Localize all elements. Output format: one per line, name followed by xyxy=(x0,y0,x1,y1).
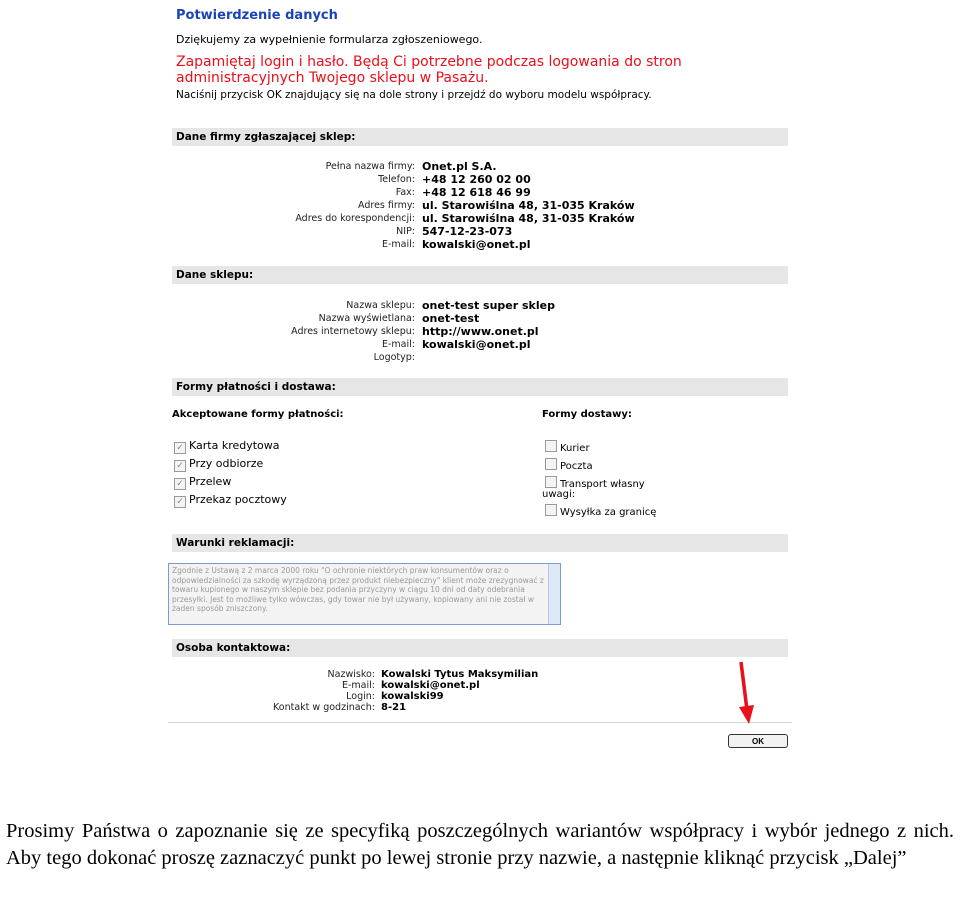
payment-option[interactable] xyxy=(174,475,231,490)
checkbox-checked[interactable]: ✓ xyxy=(174,442,186,454)
delivery-label: Kurier xyxy=(560,443,590,454)
payment-option[interactable] xyxy=(174,493,287,508)
thanks-text: Dziękujemy za wypełnienie formularza zgłoszeniowego. xyxy=(176,33,483,46)
field-value: +48 12 260 02 00 xyxy=(422,173,531,186)
instruction-caption: Prosimy Państwa o zapoznanie się ze specyfiką poszczególnych wariantów współpracy i wybór jednego z nich. Aby tego dokonać proszę zaznaczyć punkt po lewej stronie przy nazwie, a następnie kliknąć przycisk „Dalej” xyxy=(6,820,954,869)
firma-row xyxy=(168,186,788,199)
complaint-terms-text: Zgodnie z Ustawą z 2 marca 2000 roku "O ochronie niektórych praw konsumentów oraz o odpowiedzialności za szkodę wyrządzoną przez produkt niebezpieczny" klient może zrezygnować z towaru kupionego w naszym sklepie bez podania przyczyny w ciągu 10 dni od daty odebrania przesyłki. Jest to możliwe tylko wówczas, gdy towar nie był używany, kopiowany ani nie został w żaden sposób zniszczony. xyxy=(172,566,544,613)
field-label: Telefon: xyxy=(378,174,415,185)
sklep-row xyxy=(168,299,788,312)
field-value: http://www.onet.pl xyxy=(422,325,539,338)
sklep-row xyxy=(168,351,788,364)
firma-row xyxy=(168,238,788,251)
field-label: Kontakt w godzinach: xyxy=(273,702,375,713)
sklep-row xyxy=(168,325,788,338)
field-value: ul. Starowiślna 48, 31-035 Kraków xyxy=(422,199,635,212)
kontakt-row xyxy=(168,701,788,714)
payment-label: Przekaz pocztowy xyxy=(189,493,287,506)
login-warning: Zapamiętaj login i hasło. Będą Ci potrzebne podczas logowania do stron administracyjnych Twojego sklepu w Pasażu. xyxy=(176,54,682,86)
section-kontakt-heading: Osoba kontaktowa: xyxy=(172,639,788,657)
complaint-terms-textarea[interactable] xyxy=(168,563,561,625)
field-label: E-mail: xyxy=(342,680,375,691)
field-value: 547-12-23-073 xyxy=(422,225,513,238)
field-value: kowalski@onet.pl xyxy=(422,338,531,351)
payments-heading: Akceptowane formy płatności: xyxy=(172,409,344,420)
firma-row xyxy=(168,199,788,212)
payment-label: Przelew xyxy=(189,475,232,488)
field-label: E-mail: xyxy=(382,239,415,250)
delivery-option[interactable] xyxy=(545,458,593,474)
screenshot-form xyxy=(168,0,796,760)
field-value: 8-21 xyxy=(381,702,407,713)
checkbox-checked[interactable]: ✓ xyxy=(174,496,186,508)
field-label: NIP: xyxy=(396,226,415,237)
field-label: E-mail: xyxy=(382,339,415,350)
firma-row xyxy=(168,212,788,225)
delivery-label: Poczta xyxy=(560,461,593,472)
section-platnosci-heading: Formy płatności i dostawa: xyxy=(172,378,788,396)
field-label: Adres internetowy sklepu: xyxy=(291,326,415,337)
field-label: Nazwa sklepu: xyxy=(346,300,415,311)
field-label: Nazwisko: xyxy=(327,669,375,680)
checkbox[interactable] xyxy=(545,458,557,470)
field-value: kowalski@onet.pl xyxy=(422,238,531,251)
page-title: Potwierdzenie danych xyxy=(176,8,338,23)
sklep-row xyxy=(168,338,788,351)
field-value: onet-test super sklep xyxy=(422,299,555,312)
firma-row xyxy=(168,225,788,238)
payment-option[interactable] xyxy=(174,457,263,472)
uwagi-label: uwagi: xyxy=(542,489,576,500)
checkbox[interactable] xyxy=(545,440,557,452)
red-arrow-icon xyxy=(732,660,756,726)
field-label: Logotyp: xyxy=(373,352,415,363)
delivery-label: Wysyłka za granicę xyxy=(560,507,657,518)
checkbox[interactable] xyxy=(545,476,557,488)
field-label: Login: xyxy=(346,691,375,702)
sklep-row xyxy=(168,312,788,325)
field-value: +48 12 618 46 99 xyxy=(422,186,531,199)
field-label: Fax: xyxy=(395,187,415,198)
firma-row xyxy=(168,160,788,173)
textarea-scrollbar[interactable] xyxy=(548,564,560,624)
section-reklamacje-heading: Warunki reklamacji: xyxy=(172,534,788,552)
payment-option[interactable] xyxy=(174,439,280,454)
ok-button[interactable]: OK xyxy=(728,734,788,748)
section-firma-heading: Dane firmy zgłaszającej sklep: xyxy=(172,128,788,146)
divider xyxy=(168,722,792,723)
checkbox[interactable] xyxy=(545,504,557,516)
delivery-heading: Formy dostawy: xyxy=(542,409,632,420)
section-sklep-heading: Dane sklepu: xyxy=(172,266,788,284)
firma-row xyxy=(168,173,788,186)
field-label: Adres do korespondencji: xyxy=(295,213,415,224)
field-value: kowalski@onet.pl xyxy=(381,680,480,691)
payment-label: Przy odbiorze xyxy=(189,457,264,470)
field-label: Nazwa wyświetlana: xyxy=(318,313,415,324)
checkbox-checked[interactable]: ✓ xyxy=(174,478,186,490)
field-label: Adres firmy: xyxy=(358,200,415,211)
field-label: Pełna nazwa firmy: xyxy=(325,161,415,172)
field-value: Onet.pl S.A. xyxy=(422,160,497,173)
delivery-option[interactable] xyxy=(545,504,656,520)
field-value: kowalski99 xyxy=(381,691,444,702)
field-value: onet-test xyxy=(422,312,480,325)
delivery-option[interactable] xyxy=(545,440,590,456)
payment-label: Karta kredytowa xyxy=(189,439,280,452)
field-value: ul. Starowiślna 48, 31-035 Kraków xyxy=(422,212,635,225)
field-value: Kowalski Tytus Maksymilian xyxy=(381,669,539,680)
checkbox-checked[interactable]: ✓ xyxy=(174,460,186,472)
delivery-label: Transport własny xyxy=(560,479,645,490)
ok-instruction: Naciśnij przycisk OK znajdujący się na dole strony i przejdź do wyboru modelu współpracy. xyxy=(176,89,652,101)
